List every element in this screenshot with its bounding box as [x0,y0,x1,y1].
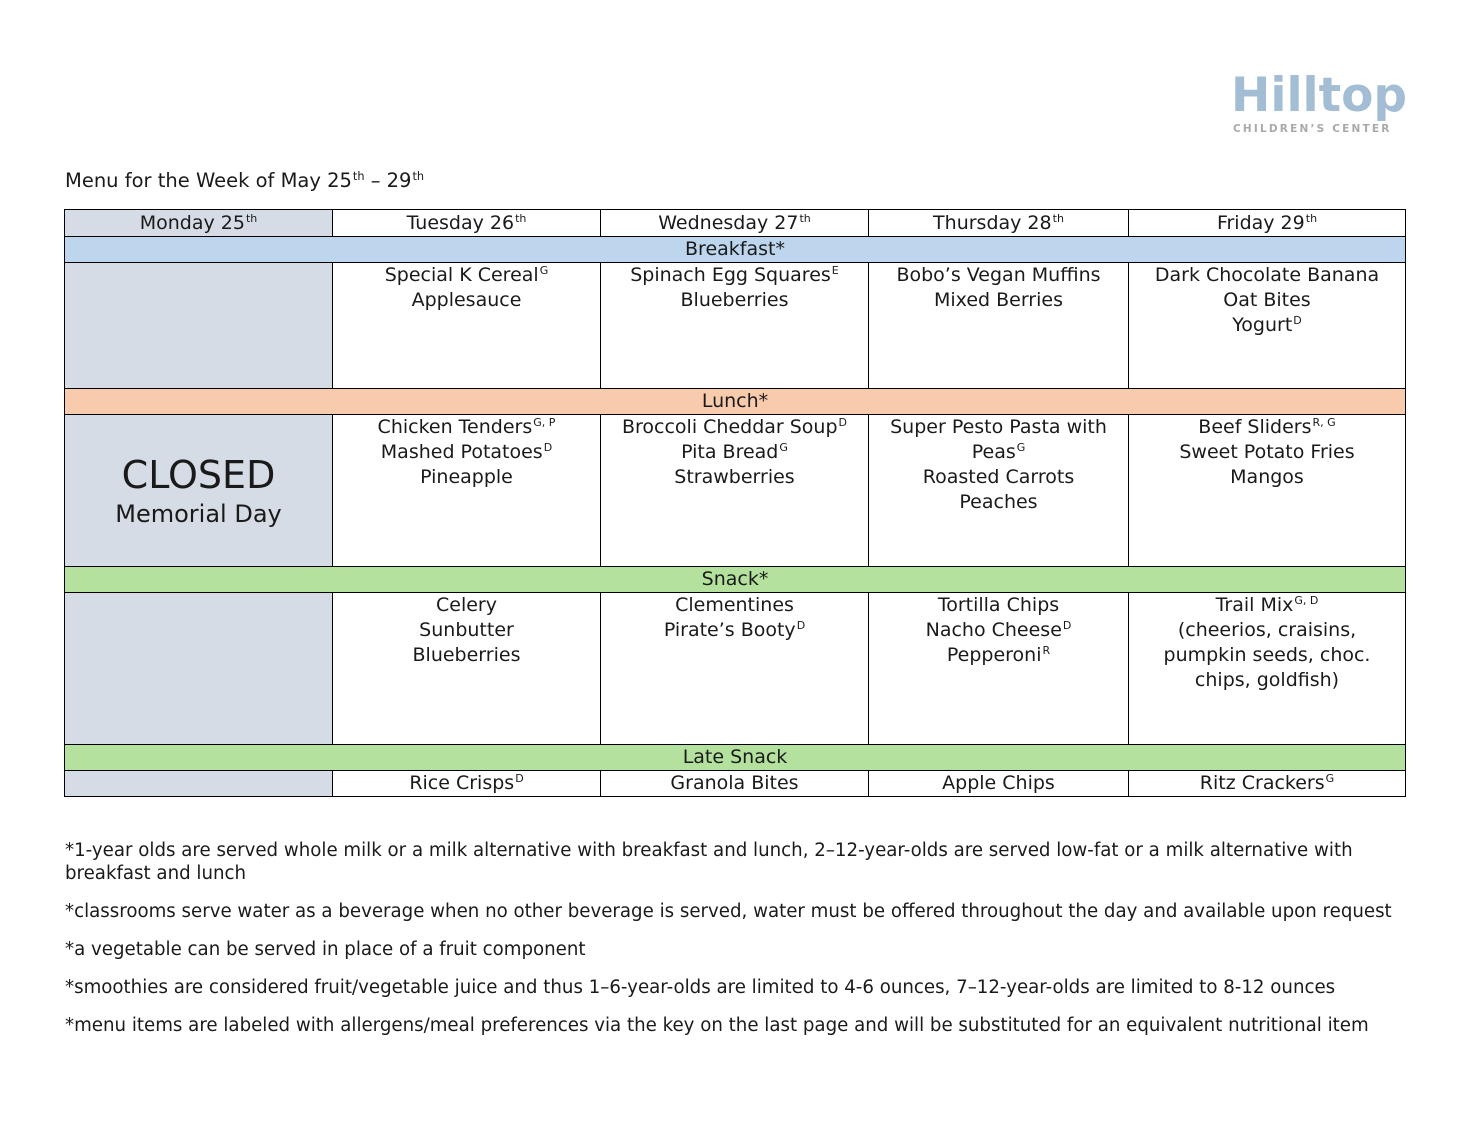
snack-row [65,593,1406,745]
breakfast-label: Breakfast* [65,237,1406,263]
menu-item: Clementines [675,594,794,616]
menu-item: Pepperoni$^R$ [946,644,1051,666]
allergen-code: G, D [1294,594,1319,608]
allergen-code: D [1062,619,1072,633]
allergen-code: D [1293,314,1302,328]
menu-item: Dark Chocolate Banana [1154,264,1380,286]
hilltop-logo [1228,68,1408,140]
menu-item: Oat Bites [1223,289,1311,311]
day-header-monday: Monday 25th [65,210,333,237]
footnote-vegetable: *a vegetable can be served in place of a fruit component [65,939,586,960]
closed-reason: Memorial Day [115,499,282,528]
menu-item: chips, goldfish) [1194,669,1340,691]
menu-item: Peas$^G$ [971,441,1026,463]
menu-item: (cheerios, craisins, [1177,619,1357,641]
monday-snack-cell [65,593,333,745]
late-snack-row [65,771,1406,797]
allergen-code: G, P [533,416,556,430]
menu-item: Mangos [1230,466,1304,488]
day-header-row [65,210,1406,237]
footnote-water: *classrooms serve water as a beverage when no other beverage is served, water must be offered throughout the day and available upon request [65,901,1392,922]
footnotes [65,839,1410,1052]
closed-label: CLOSED [121,452,276,497]
allergen-code: D [543,441,553,455]
day-header-thursday: Thursday 28th [869,210,1129,237]
menu-item: Pita Bread$^G$ [681,441,788,463]
day-header-wednesday: Wednesday 27th [601,210,869,237]
footnote-allergens: *menu items are labeled with allergens/meal preferences via the key on the last page and will be substituted for an equivalent nutritional item [65,1015,1369,1036]
menu-item: Blueberries [412,644,521,666]
menu-item: Trail Mix$^{G, D}$ [1215,594,1319,616]
tuesday-late-snack-cell: Rice Crisps$^D$ [333,771,601,797]
allergen-code: D [796,619,806,633]
allergen-code: G [539,264,549,278]
footnote-milk: *1-year olds are served whole milk or a milk alternative with breakfast and lunch, 2–12-year-olds are served low-fat or a milk alternative with breakfast and lunch [65,840,1353,884]
monday-closed-cell [65,415,333,567]
allergen-code: G [779,441,788,455]
friday-breakfast-cell [1129,263,1406,389]
day-header-tuesday: Tuesday 26th [333,210,601,237]
logo-subtitle: CHILDREN’S CENTER [1233,123,1392,135]
menu-item: Celery [436,594,497,616]
lunch-section-header [65,389,1406,415]
menu-item: Bobo’s Vegan Muffins [896,264,1101,286]
thursday-breakfast-cell [869,263,1129,389]
menu-item: Chicken Tenders$^{G, P}$ [377,416,556,438]
day-header-friday: Friday 29th [1129,210,1406,237]
weekly-menu-table [64,209,1406,797]
logo-word: Hilltop [1231,68,1408,123]
thursday-snack-cell [869,593,1129,745]
wednesday-lunch-cell [601,415,869,567]
thursday-lunch-cell [869,415,1129,567]
lunch-row [65,415,1406,567]
tuesday-lunch-cell [333,415,601,567]
tuesday-breakfast-cell [333,263,601,389]
thursday-late-snack-cell: Apple Chips [869,771,1129,797]
menu-item: Roasted Carrots [922,466,1075,488]
breakfast-row [65,263,1406,389]
menu-item: Mashed Potatoes$^D$ [380,441,553,463]
footnote-smoothies: *smoothies are considered fruit/vegetable juice and thus 1–6-year-olds are limited to 4-6 ounces, 7–12-year-olds are limited to 8-12 ounces [65,977,1336,998]
menu-item: Super Pesto Pasta with [890,416,1107,438]
snack-label: Snack* [65,567,1406,593]
allergen-code: R [1042,644,1051,658]
menu-item: Applesauce [411,289,522,311]
allergen-code: D [838,416,848,430]
menu-item: Sunbutter [419,619,514,641]
wednesday-snack-cell [601,593,869,745]
menu-item: Tortilla Chips [937,594,1060,616]
menu-item: Spinach Egg Squares$^E$ [630,264,839,286]
allergen-code: R, G [1312,416,1336,430]
menu-item: Sweet Potato Fries [1179,441,1355,463]
menu-item: Mixed Berries [933,289,1063,311]
menu-item: Strawberries [674,466,795,488]
menu-item: Special K Cereal$^G$ [384,264,549,286]
wednesday-breakfast-cell [601,263,869,389]
friday-snack-cell [1129,593,1406,745]
menu-item: Pirate’s Booty$^D$ [663,619,806,641]
menu-item: Yogurt$^D$ [1232,314,1302,336]
page-title: Menu for the Week of May 25th – 29th [65,169,425,192]
menu-item: Pineapple [420,466,513,488]
allergen-code: E [831,264,839,278]
menu-item: Blueberries [680,289,789,311]
breakfast-section-header [65,237,1406,263]
menu-item: Peaches [959,491,1038,513]
friday-lunch-cell [1129,415,1406,567]
late-snack-section-header [65,745,1406,771]
friday-late-snack-cell: Ritz Crackers$^G$ [1129,771,1406,797]
lunch-label: Lunch* [65,389,1406,415]
menu-item: Beef Sliders$^{R, G}$ [1198,416,1336,438]
snack-section-header [65,567,1406,593]
late-snack-label: Late Snack [65,745,1406,771]
menu-item: pumpkin seeds, choc. [1163,644,1371,666]
monday-breakfast-cell [65,263,333,389]
menu-item: Broccoli Cheddar Soup$^D$ [621,416,848,438]
allergen-code: G [1016,441,1026,455]
menu-item: Nacho Cheese$^D$ [925,619,1072,641]
tuesday-snack-cell [333,593,601,745]
monday-late-snack-cell [65,771,333,797]
wednesday-late-snack-cell: Granola Bites [601,771,869,797]
